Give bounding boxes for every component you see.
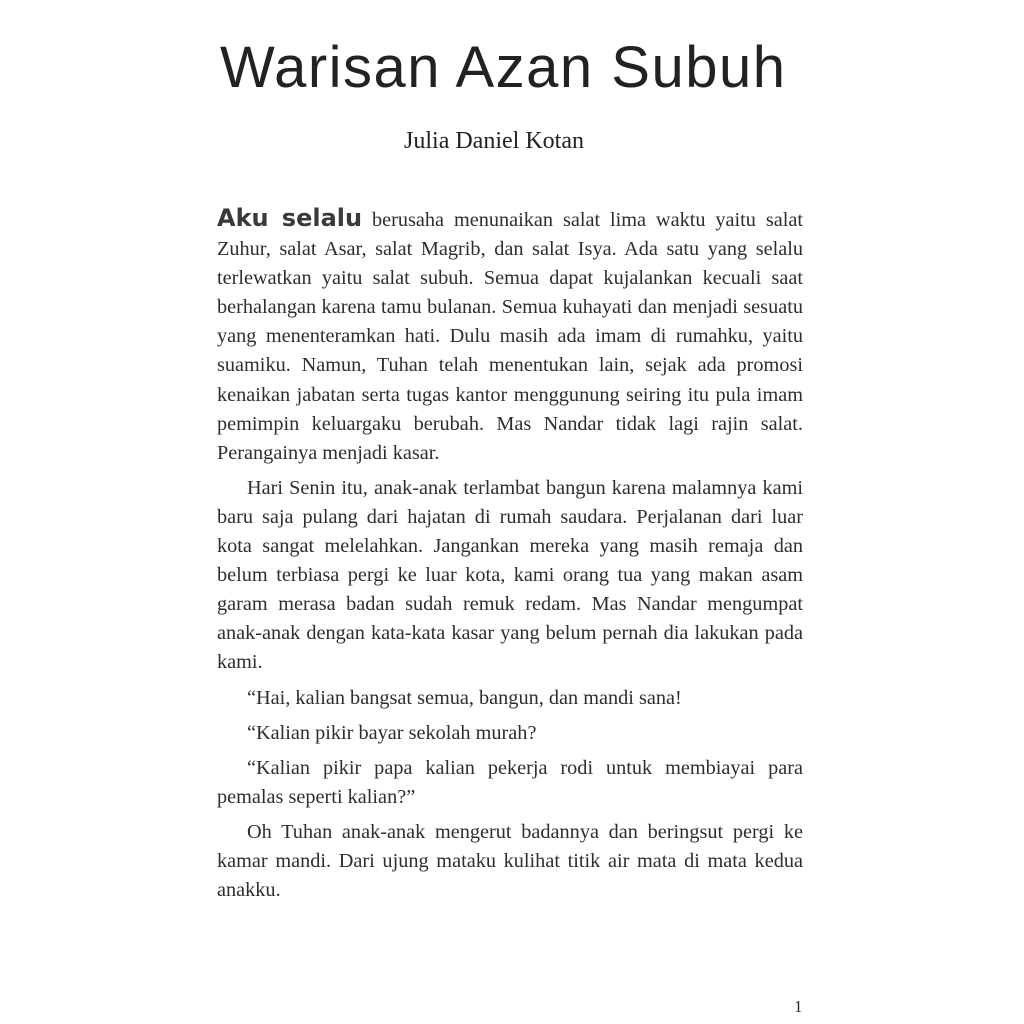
author-name: Julia Daniel Kotan <box>404 128 584 154</box>
page-number: 1 <box>794 997 803 1016</box>
paragraph-5: “Kalian pikir papa kalian pekerja rodi untuk membiayai para pemalas seperti kalian?” <box>217 756 803 808</box>
paragraph-1-text: berusaha menunaikan salat lima waktu yaitu salat Zuhur, salat Asar, salat Magrib, dan salat Isya. Ada satu yang selalu terlewatkan yaitu salat subuh. Semua dapat kujalankan kecuali saat berhalangan karena tamu bulanan. Semua kuhayati dan menjadi sesuatu yang menenteramkan hati. Dulu masih ada imam di rumahku, yaitu suamiku. Namun, Tuhan telah menentukan lain, sejak ada promosi kenaikan jabatan serta tugas kantor menggunung seiring itu pula imam pemimpin keluargaku berubah. Mas Nandar tidak lagi rajin salat. Perangainya menjadi kasar. <box>217 209 803 464</box>
story-body <box>217 204 803 911</box>
paragraph-6: Oh Tuhan anak-anak mengerut badannya dan beringsut pergi ke kamar mandi. Dari ujung mataku kulihat titik air mata di mata kedua anakku. <box>217 820 803 902</box>
lead-in-words: Aku selalu <box>217 204 363 232</box>
page-title: Warisan Azan Subuh <box>220 35 787 100</box>
paragraph-2: Hari Senin itu, anak-anak terlambat bangun karena malamnya kami baru saja pulang dari hajatan di rumah saudara. Perjalanan dari luar kota sangat melelahkan. Jangankan mereka yang masih remaja dan belum terbiasa pergi ke luar kota, kami orang tua yang makan asam garam merasa badan sudah remuk redam. Mas Nandar mengumpat anak-anak dengan kata-kata kasar yang belum pernah dia lakukan pada kami. <box>217 476 803 674</box>
paragraph-1 <box>217 204 803 468</box>
paragraph-3: “Hai, kalian bangsat semua, bangun, dan mandi sana! <box>247 686 682 709</box>
paragraph-4: “Kalian pikir bayar sekolah murah? <box>247 721 537 744</box>
